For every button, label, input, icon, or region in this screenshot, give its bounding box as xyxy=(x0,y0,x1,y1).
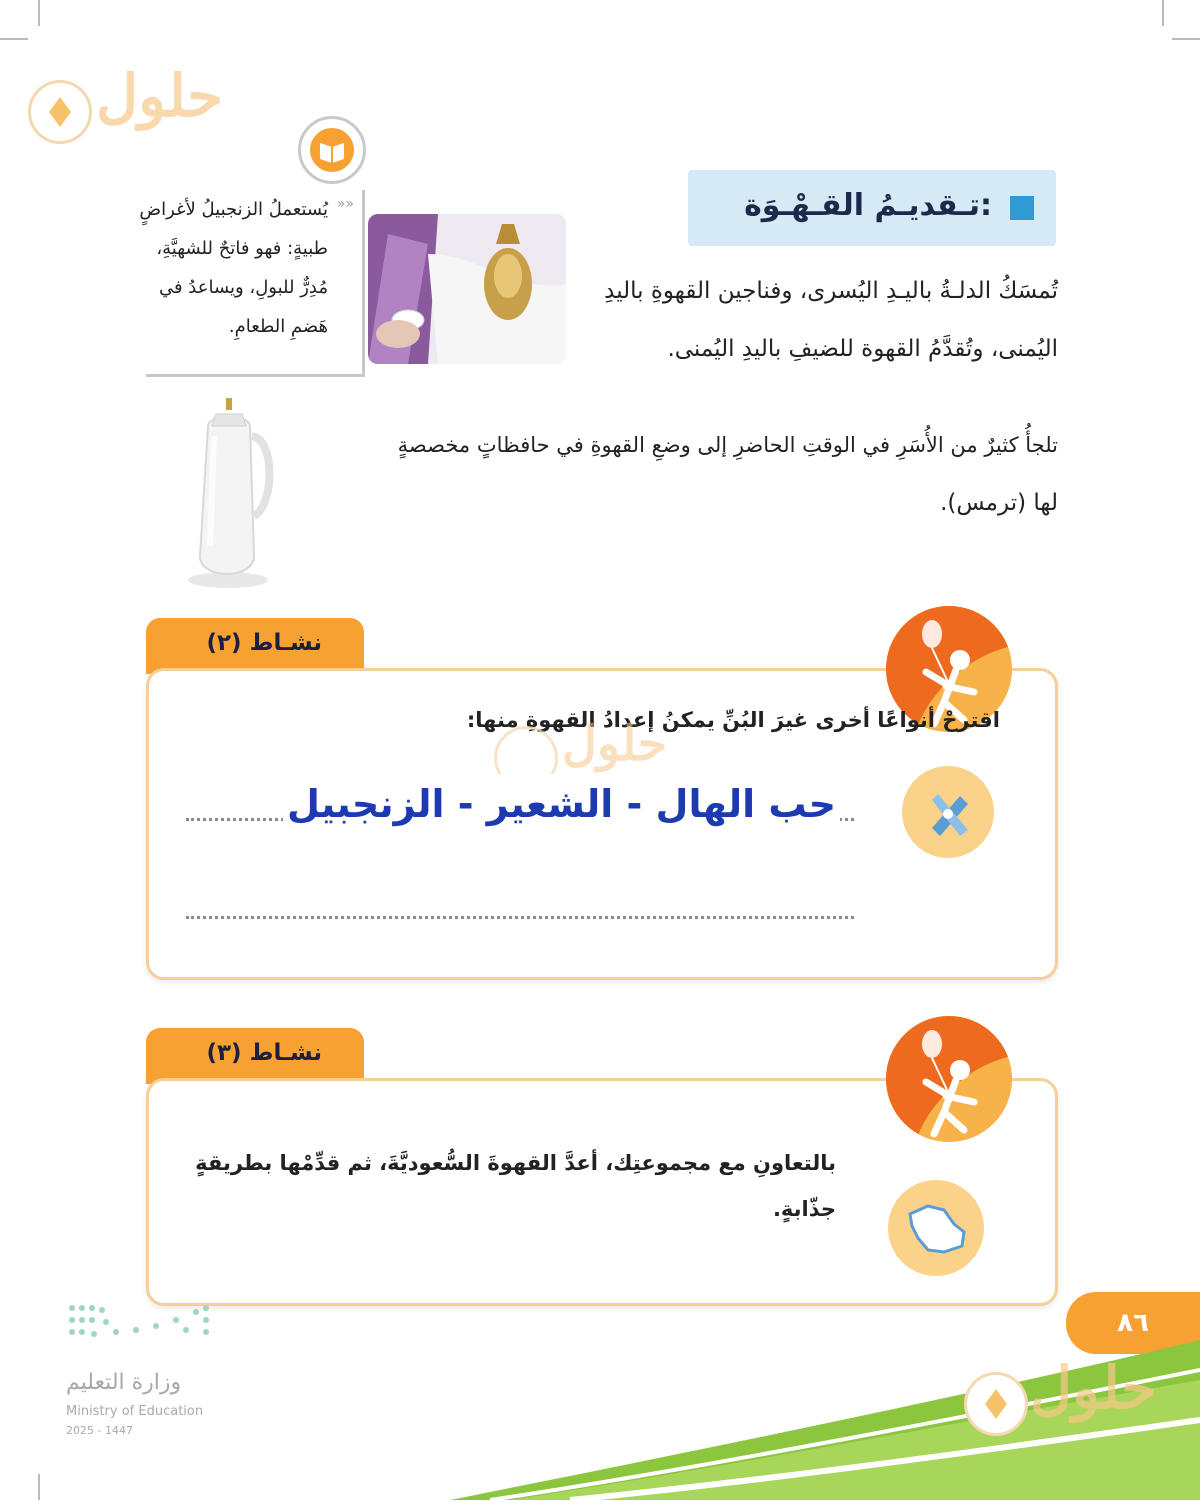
note-line: طبيةٍ: فهو فاتحٌ للشهيَّةِ، xyxy=(156,238,328,259)
crop-mark xyxy=(1162,0,1164,26)
quote-marks-icon: »» xyxy=(336,196,354,212)
activity-3-tab xyxy=(146,1028,364,1084)
paragraph-line: تُمسَكُ الدلـةُ باليـدِ اليُسرى، وفناجين القهوةِ باليدِ xyxy=(604,278,1058,304)
activity-2-title: نشـاط (٢) xyxy=(206,630,322,656)
saudi-map-icon xyxy=(888,1180,984,1276)
activity-3-text xyxy=(156,1140,836,1232)
note-line: هَضمِ الطعامِ. xyxy=(228,316,328,337)
watermark-text: حلول xyxy=(96,62,224,130)
answer-text: حب الهال - الشعير - الزنجبيل xyxy=(283,782,840,826)
crop-mark xyxy=(0,38,28,40)
answer-field-2[interactable] xyxy=(168,876,872,954)
ministry-year: 2025 - 1447 xyxy=(66,1424,133,1437)
page-number-text: ٨٦ xyxy=(1117,1308,1149,1338)
pencil-tools-icon xyxy=(902,766,994,858)
ministry-logo-icon xyxy=(66,1302,216,1356)
book-icon xyxy=(298,116,366,184)
crop-mark xyxy=(38,1474,40,1500)
watermark-logo-icon xyxy=(28,80,92,144)
bullet-square-icon xyxy=(1010,196,1034,220)
ministry-name-en: Ministry of Education xyxy=(66,1404,204,1419)
paragraph-line: اليُمنى، وتُقدَّمُ القهوة للضيفِ باليدِ اليُمنى. xyxy=(667,336,1058,362)
coffee-serving-photo xyxy=(368,214,566,364)
ministry-name-ar: وزارة التعليم xyxy=(66,1370,182,1395)
dotted-line xyxy=(186,916,854,919)
paragraph-serving xyxy=(568,262,1058,378)
activity-2-tab xyxy=(146,618,364,674)
ginger-note xyxy=(139,190,365,377)
crop-mark xyxy=(1172,38,1200,40)
crop-mark xyxy=(38,0,40,26)
section-title: تـقديـمُ القـهْـوَة: xyxy=(744,188,992,223)
activity-badge-icon xyxy=(886,1016,1012,1142)
paragraph-line: لها (ترمس). xyxy=(940,490,1058,516)
paragraph-line: تلجأُ كثيرٌ من الأُسَرِ في الوقتِ الحاضرِ إلى وضعِ القهوةِ في حافظاتٍ مخصصةٍ xyxy=(397,433,1058,457)
activity-2-prompt: اقترحْ أنواعًا أخرى غيرَ البُنِّ يمكنُ إعدادُ القهوةِ منها: xyxy=(466,708,1000,732)
section-header xyxy=(688,170,1056,246)
activity-3-title: نشـاط (٣) xyxy=(206,1040,322,1066)
thermos-image xyxy=(180,396,280,590)
watermark-text: حلول xyxy=(562,716,668,772)
activity-3-line: بالتعاونِ مع مجموعتِك، أعدَّ القهوةَ السُّعوديَّةَ، ثم قدِّمْها بطريقةٍ xyxy=(195,1151,836,1175)
answer-field-1[interactable] xyxy=(168,774,872,852)
note-line: مُدِرٌّ للبولِ، ويساعدُ في xyxy=(158,277,328,298)
watermark-logo-icon xyxy=(964,1372,1028,1436)
watermark-text: حلول xyxy=(1030,1354,1158,1422)
paragraph-thermos xyxy=(318,416,1058,532)
ginger-note-text xyxy=(138,190,328,346)
note-line: يُستعملُ الزنجبيلُ لأغراضٍ xyxy=(139,199,328,220)
activity-3-line: جذّابةٍ. xyxy=(772,1197,836,1221)
